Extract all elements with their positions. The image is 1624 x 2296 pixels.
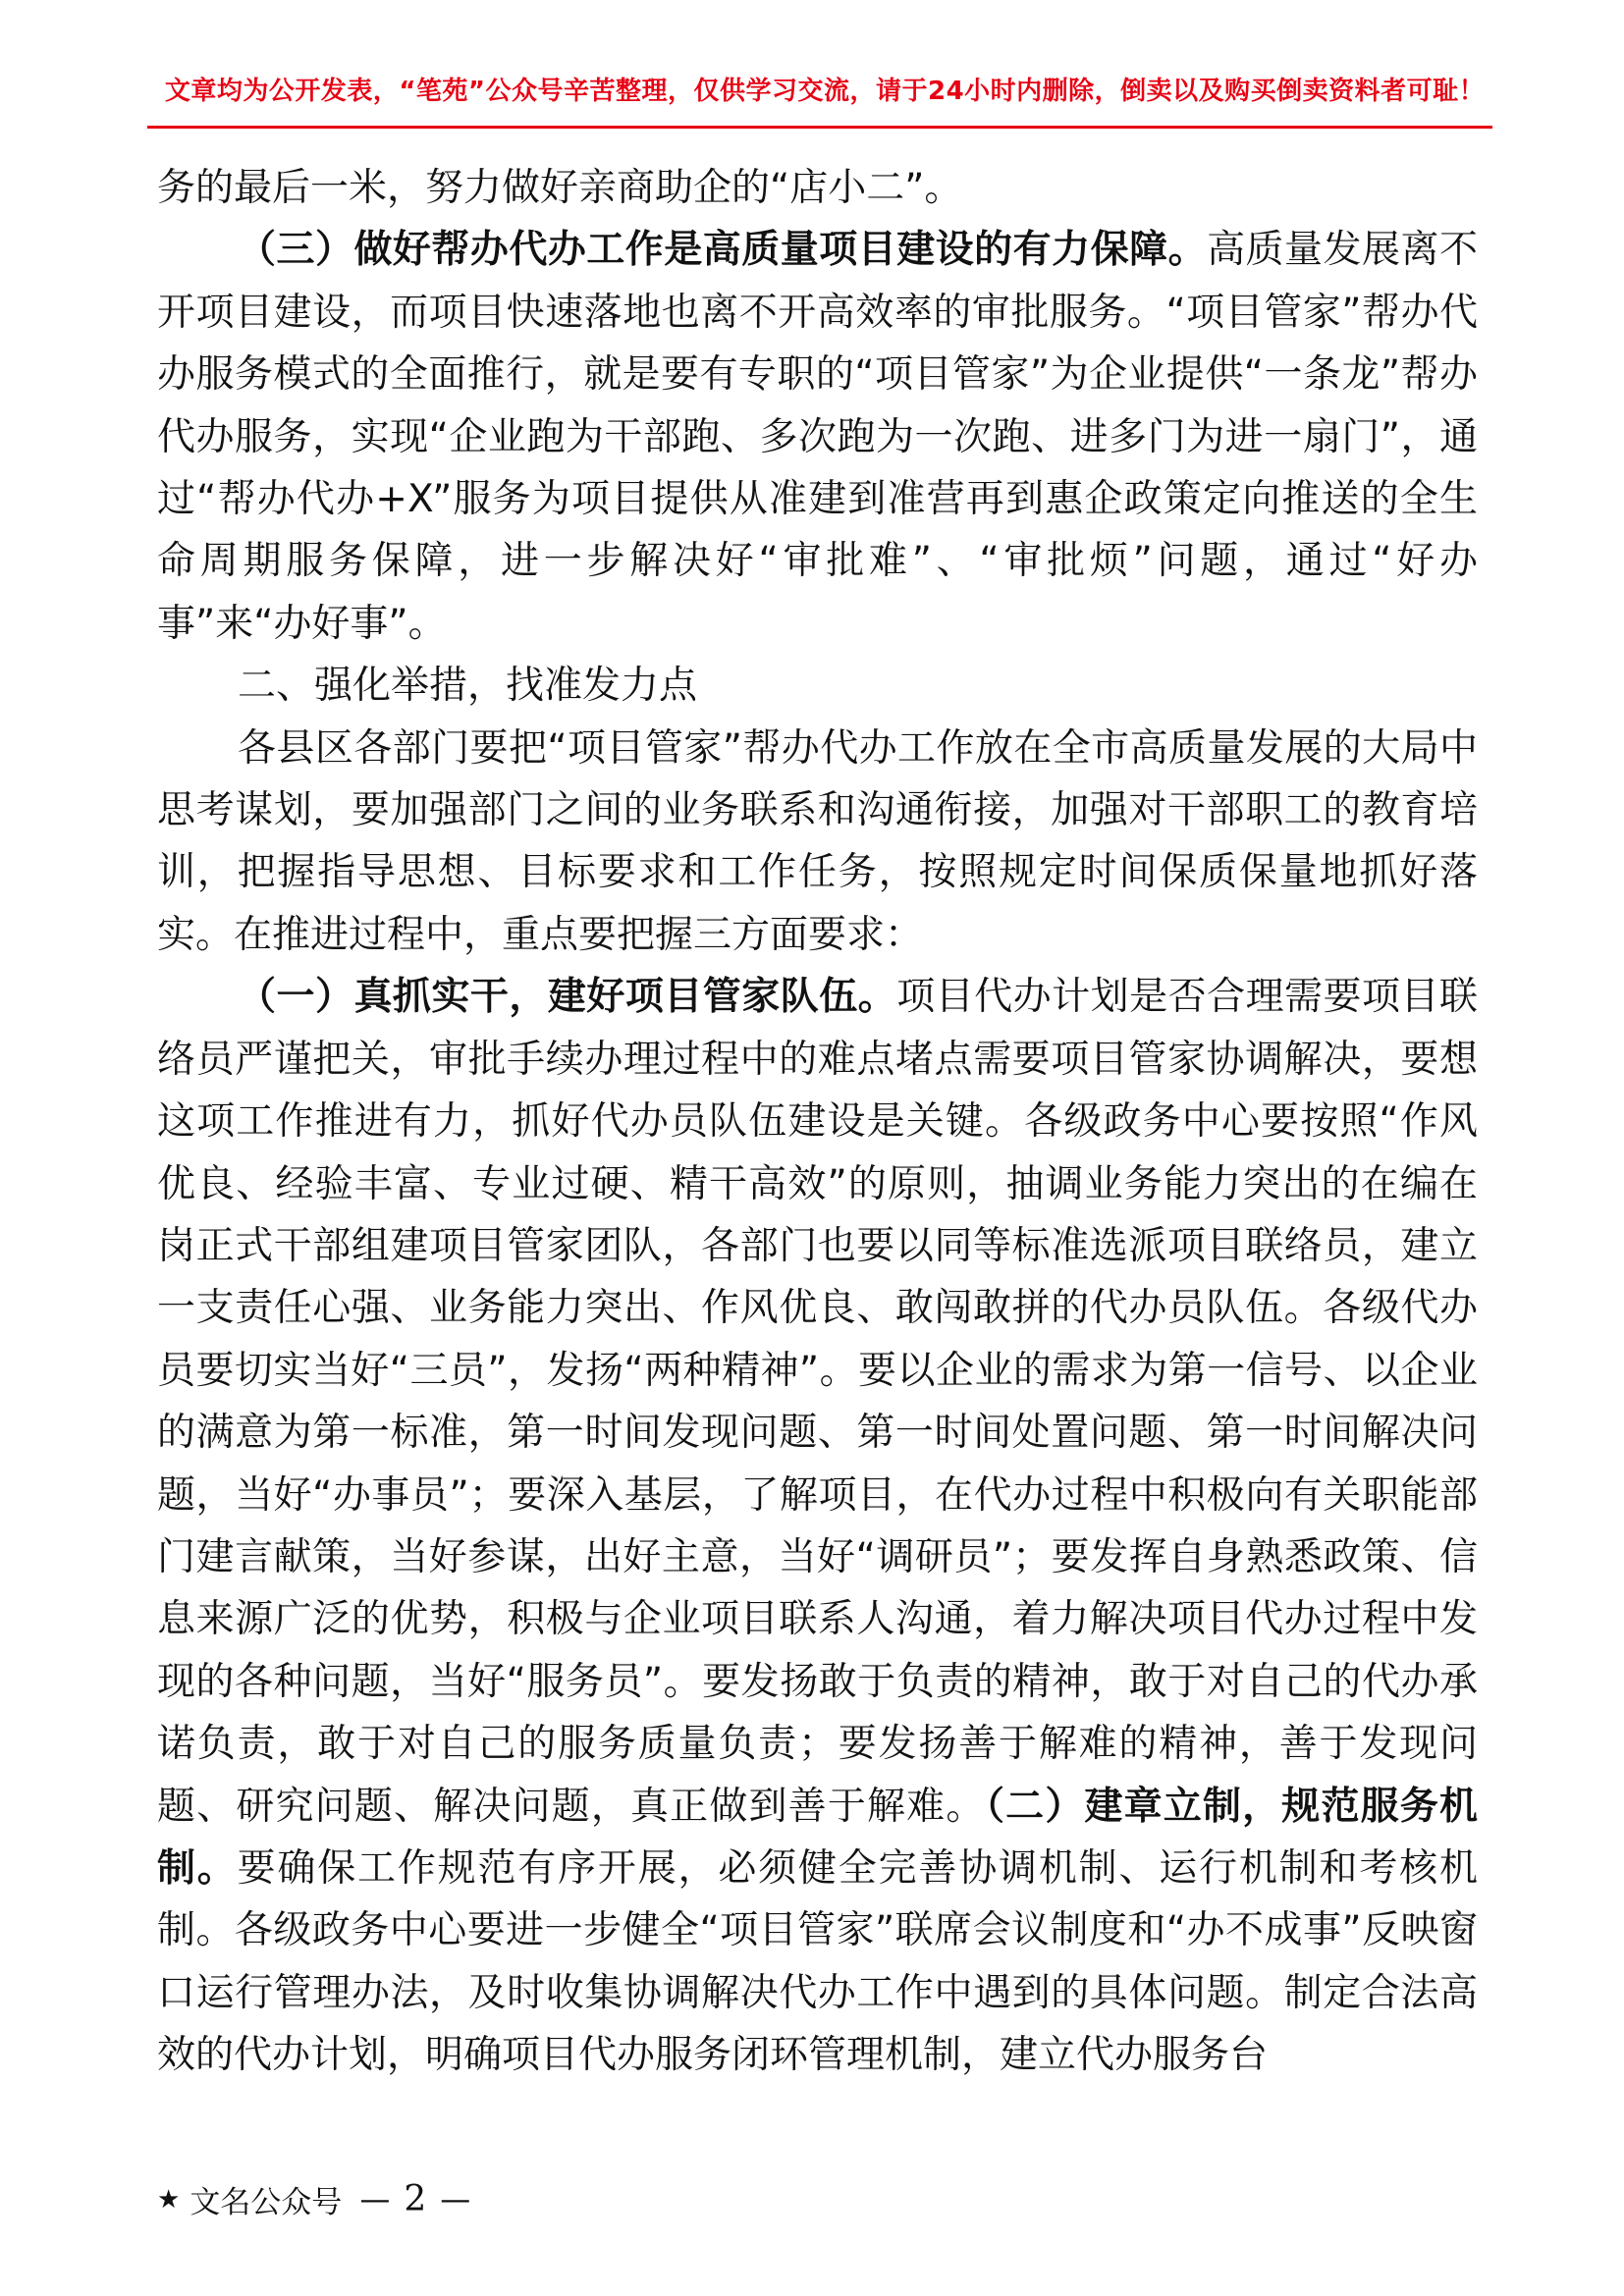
header-divider [147, 126, 1492, 129]
footer-dash-left: — [359, 2181, 391, 2217]
paragraph-continuation: 务的最后一米，努力做好亲商助企的“店小二”。 [157, 166, 963, 210]
section-heading-2: 二、强化举措，找准发力点 [238, 664, 698, 709]
section-2-text: 要确保工作规范有序开展，必须健全完善协调机制、运行机制和考核机制。各级政务中心要进一步健全“项目管家”联席会议制度和“办不成事”反映窗口运行管理办法，及时收集协调解决代办工作中遇到的具体问题。制定合法高效的代办计划，明确项目代办服务闭环管理机制，建立代办服务台 [157, 1845, 1478, 2078]
section-1-text: 项目代办计划是否合理需要项目联络员严谨把关，审批手续办理过程中的难点堵点需要项目管家协调解决，要想这项工作推进有力，抓好代办员队伍建设是关键。各级政务中心要按照“作风优良、经验丰富、专业过硬、精干高效”的原则，抽调业务能力突出的在编在岗正式干部组建项目管家团队，各部门也要以同等标准选派项目联络员，建立一支责任心强、业务能力突出、作风优良、敢闯敢拼的代办员队伍。各级代办员要切实当好“三员”，发扬“两种精神”。要以企业的需求为第一信号、以企业的满意为第一标准，第一时间发现问题、第一时间处置问题、第一时间解决问题，当好“办事员”；要深入基层，了解项目，在代办过程中积极向有关职能部门建言献策，当好参谋，出好主意，当好“调研员”；要发挥自身熟悉政策、信息来源广泛的优势，积极与企业项目联系人沟通，着力解决项目代办过程中发现的各种问题，当好“服务员”。要发扬敢于负责的精神，敢于对自己的代办承诺负责，敢于对自己的服务质量负责；要发扬善于解难的精神，善于发现问题、研究问题、解决问题，真正做到善于解难。 [157, 975, 1478, 1829]
star-icon: ★ [157, 2184, 181, 2215]
paragraph-section-3 [157, 219, 1478, 655]
section-3-heading: （三）做好帮办代办工作是高质量项目建设的有力保障。 [238, 228, 1208, 273]
section-3-text: 高质量发展离不开项目建设，而项目快速落地也离不开高效率的审批服务。“项目管家”帮办代办服务模式的全面推行，就是要有专职的“项目管家”为企业提供“一条龙”帮办代办服务，实现“企业跑为干部跑、多次跑为一次跑、进多门为进一扇门”，通过“帮办代办+X”服务为项目提供从准建到准营再到惠企政策定向推送的全生命周期服务保障，进一步解决好“审批难”、“审批烦”问题，通过“好办事”来“办好事”。 [157, 228, 1478, 646]
copyright-notice: 文章均为公开发表，“笔苑”公众号辛苦整理，仅供学习交流，请于24小时内删除，倒卖以及购买倒卖资料者可耻！ [164, 77, 1486, 106]
page-number: 2 [404, 2179, 427, 2219]
paragraph-section-1 [157, 966, 1478, 2086]
document-body [157, 157, 1478, 2087]
footer-dash-right: — [440, 2181, 471, 2217]
section-2-heading: （二）建章立制，规范服务机制。 [157, 1784, 1478, 1891]
page-footer [157, 2177, 470, 2221]
paragraph-intro: 各县区各部门要把“项目管家”帮办代办工作放在全市高质量发展的大局中思考谋划，要加强部门之间的业务联系和沟通衔接，加强对干部职工的教育培训，把握指导思想、目标要求和工作任务，按照规定时间保质保量地抓好落实。在推进过程中，重点要把握三方面要求： [157, 725, 1478, 957]
section-1-heading: （一）真抓实干，建好项目管家队伍。 [238, 975, 897, 1020]
footer-account-name: 文名公众号 [189, 2185, 343, 2220]
